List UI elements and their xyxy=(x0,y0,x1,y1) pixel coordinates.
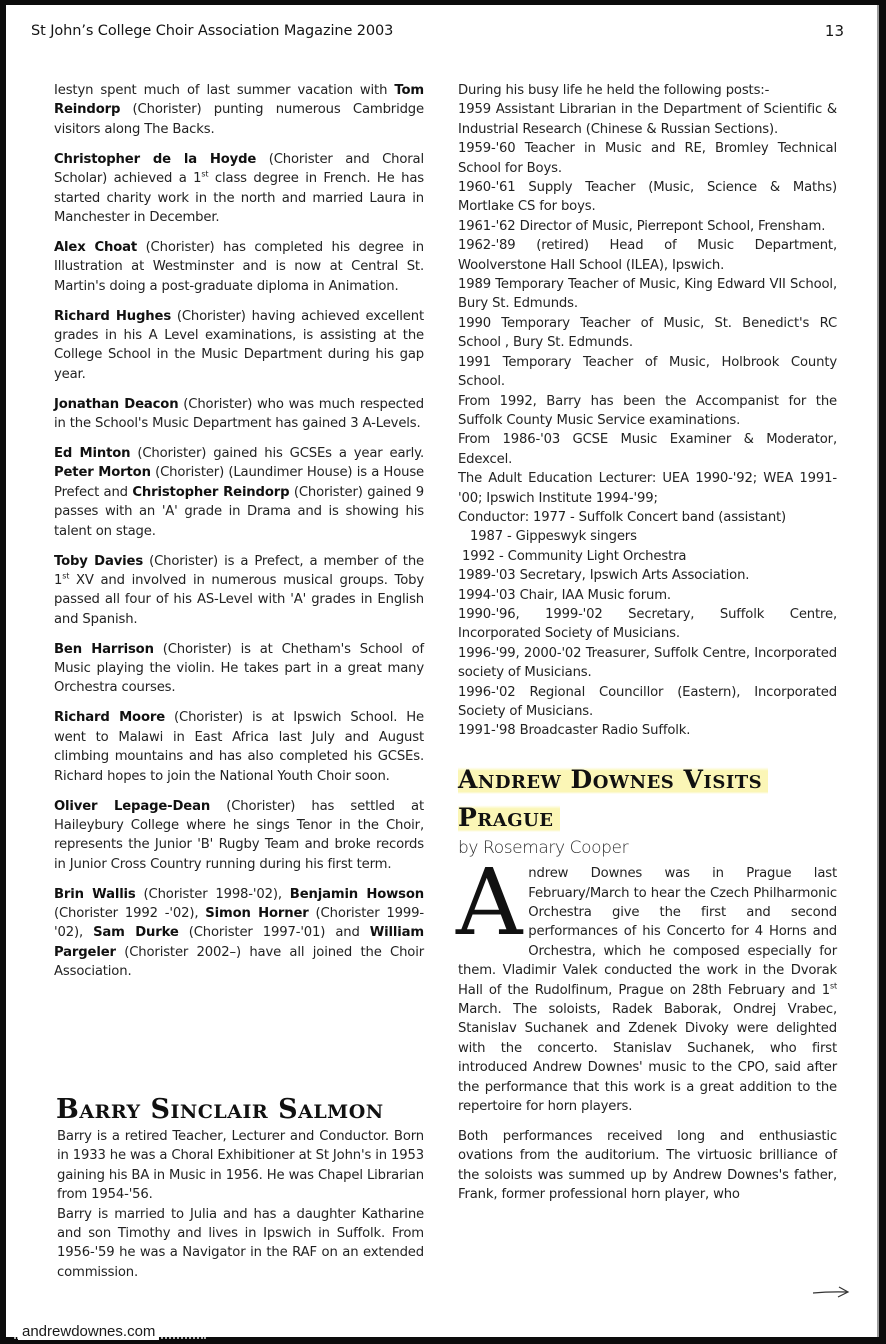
person-name: Alex Choat xyxy=(54,239,138,255)
news-item xyxy=(54,640,424,698)
news-item xyxy=(54,395,424,434)
person-name: Simon Horner xyxy=(205,906,309,922)
post-item: 1991-'98 Broadcaster Radio Suffolk. xyxy=(458,723,691,739)
person-name: Tom Reindorp xyxy=(54,83,424,118)
text-run: (Chorister) (Laundimer House) is a House Prefect and xyxy=(54,465,424,500)
text-run: (Chorister) who was much respected in the School's Music Department has gained 3 A-Levels. xyxy=(54,396,424,432)
posts-intro: During his busy life he held the following posts:- xyxy=(458,83,770,98)
running-head: St John’s College Choir Association Magazine 2003 xyxy=(31,23,394,39)
text-run: class degree in French. He has started charity work in the north and married Laura in Manchester in December. xyxy=(54,171,424,225)
posts-list xyxy=(458,81,837,741)
person-name: William Pargeler xyxy=(54,925,424,960)
text-run: (Chorister) punting numerous Cambridge visitors along The Backs. xyxy=(54,102,424,137)
bio-paragraph: Barry is a retired Teacher, Lecturer and Conductor. Born in 1933 he was a Choral Exhibitioner at St John's in 1953 gaining his BA in Music in 1956. He was Chapel Librarian from 1954-'56. xyxy=(57,1129,424,1203)
chorister-news-column xyxy=(54,81,424,992)
text-run: (Chorister 1999-'02), xyxy=(54,906,424,941)
news-item xyxy=(54,885,424,982)
post-item: 1961-'62 Director of Music, Pierrepont School, Frensham. xyxy=(458,218,826,234)
barry-salmon-bio xyxy=(57,1127,424,1282)
post-item: 1991 Temporary Teacher of Music, Holbrook County School. xyxy=(458,354,837,390)
article-paragraph xyxy=(456,849,837,1116)
text-run: Iestyn spent much of last summer vacation with xyxy=(54,83,395,98)
conductor-sub-item: 1992 - Community Light Orchestra xyxy=(462,548,687,564)
post-item: 1989 Temporary Teacher of Music, King Edward VII School, Bury St. Edmunds. xyxy=(458,277,837,312)
text-run: (Chorister 1997-'01) and xyxy=(178,925,370,941)
text-run: (Chorister) is at Ipswich School. He went to Malawi in East Africa last July and August climbing mountains and has also completed his GCSEs. Richard hopes to join the National Youth Choir soon. xyxy=(54,710,424,784)
bio-paragraph: Barry is married to Julia and has a daughter Katharine and son Timothy and lives in Ipswich in Suffolk. From 1956-'59 he was a Navigator in the RAF on an extended commission. xyxy=(57,1206,424,1280)
news-item xyxy=(54,307,424,385)
person-name: Peter Morton xyxy=(54,465,151,481)
post-item: 1994-'03 Chair, IAA Music forum. xyxy=(458,587,671,603)
post-item: 1959-'60 Teacher in Music and RE, Bromley Technical School for Boys. xyxy=(458,141,837,176)
barry-salmon-title: Barry Sinclair Salmon xyxy=(56,1094,384,1125)
text-run: March. The soloists, Radek Baborak, Ondrej Vrabec, Stanislav Suchanek and Zdenek Divoky were delighted with the concerto. Stanislav Suchanek, who first introduced Andrew Downes' music to the CPO, said after the performance that this work is a great addition to the repertoire for horn players. xyxy=(458,1002,837,1115)
text-run: (Chorister) gained 9 passes with an 'A' grade in Drama and is showing his talent on stage. xyxy=(54,484,424,539)
post-item: 1960-'61 Supply Teacher (Music, Science & Maths) Mortlake CS for boys. xyxy=(458,180,837,215)
text-run: (Chorister) gained his GCSEs a year early. xyxy=(130,446,424,461)
post-item: 1962-'89 (retired) Head of Music Department, Woolverstone Hall School (ILEA), Ipswich. xyxy=(458,238,837,273)
text-run: (Chorister 1998-'02), xyxy=(135,886,290,902)
posts-and-article-column xyxy=(458,81,837,1215)
text-run: (Chorister 1992 -'02), xyxy=(54,906,206,922)
person-name: Christopher de la Hoyde xyxy=(54,151,257,167)
conductor-sub-item: 1987 - Gippeswyk singers xyxy=(470,529,637,545)
ordinal-suffix: st xyxy=(62,571,70,581)
post-item: From 1986-'03 GCSE Music Examiner & Moderator, Edexcel. xyxy=(458,432,837,467)
text-run: (Chorister) is a Prefect, a member of the 1 xyxy=(54,553,424,588)
person-name: Benjamin Howson xyxy=(289,886,425,902)
person-name: Jonathan Deacon xyxy=(54,396,179,412)
post-item: 1990 Temporary Teacher of Music, St. Benedict's RC School , Bury St. Edmunds. xyxy=(458,315,837,351)
post-item: 1990-'96, 1999-'02 Secretary, Suffolk Centre, Incorporated Society of Musicians. xyxy=(458,606,837,642)
post-item: The Adult Education Lecturer: UEA 1990-'92; WEA 1991-'00; Ipswich Institute 1994-'99; xyxy=(458,471,837,506)
person-name: Richard Moore xyxy=(54,710,166,726)
person-name: Toby Davies xyxy=(54,553,144,569)
news-item xyxy=(54,81,424,139)
person-name: Oliver Lepage-Dean xyxy=(54,798,211,814)
news-item xyxy=(54,444,424,541)
person-name: Christopher Reindorp xyxy=(132,484,290,500)
person-name: Ben Harrison xyxy=(54,641,154,657)
post-item: 1996-'99, 2000-'02 Treasurer, Suffolk Centre, Incorporated society of Musicians. xyxy=(458,645,837,681)
text-run: (Chorister) having achieved excellent grades in his A Level examinations, is assisting at the College School in the Music Department during his gap year. xyxy=(54,308,424,382)
news-item xyxy=(54,150,424,228)
site-watermark: andrewdownes.com xyxy=(18,1323,159,1340)
person-name: Brin Wallis xyxy=(54,886,136,902)
ordinal-suffix: st xyxy=(201,169,209,179)
post-item: 1996-'02 Regional Councillor (Eastern), Incorporated Society of Musicians. xyxy=(458,684,837,719)
drop-cap: A xyxy=(456,849,523,957)
post-item: 1989-'03 Secretary, Ipswich Arts Association. xyxy=(458,568,750,584)
post-item: Conductor: 1977 - Suffolk Concert band (assistant) xyxy=(458,509,787,525)
text-run: (Chorister) has settled at Haileybury College where he sings Tenor in the Choir, represents the Junior 'B' Rugby Team and broke records in Junior Cross Country running during his first term. xyxy=(54,798,424,872)
text-run: (Chorister) has completed his degree in Illustration at Westminster and is now at Central St. Martin's doing a post-graduate diploma in Animation. xyxy=(54,239,424,294)
article-byline: by Rosemary Cooper xyxy=(458,837,629,858)
title-highlight: Prague xyxy=(458,803,560,832)
title-highlight: Andrew Downes Visits xyxy=(458,765,768,794)
person-name: Ed Minton xyxy=(54,446,131,461)
text-run: (Chorister) is at Chetham's School of Music playing the violin. He takes part in a great many Orchestra courses. xyxy=(54,641,424,696)
person-name: Richard Hughes xyxy=(54,308,172,324)
text-run: (Chorister 2002–) have all joined the Choir Association. xyxy=(54,944,424,980)
article-paragraph: Both performances received long and enthusiastic ovations from the auditorium. The virtuosic brilliance of the soloists was summed up by Andrew Downes's father, Frank, former professional horn player, who xyxy=(458,1129,837,1203)
page-number: 13 xyxy=(824,22,844,40)
post-item: From 1992, Barry has been the Accompanist for the Suffolk County Music Service examinations. xyxy=(458,393,837,428)
arrow-right-icon xyxy=(811,1285,851,1299)
text-run: ndrew Downes was in Prague last February/March to hear the Czech Philharmonic Orchestra give the first and second performances of his Concerto for 4 Horns and Orchestra, which he composed especially for them. Vladimir Valek conducted the work in the Dvorak Hall of the Rudolfinum, Prague on 28th February and 1 xyxy=(458,866,837,998)
prague-article-title xyxy=(458,761,837,837)
post-item: 1959 Assistant Librarian in the Department of Scientific & Industrial Research (Chinese & Russian Sections). xyxy=(458,102,837,137)
news-item xyxy=(54,552,424,630)
text-run: (Chorister and Choral Scholar) achieved a 1 xyxy=(54,151,424,187)
news-item xyxy=(54,708,424,786)
news-item xyxy=(54,797,424,875)
text-run: XV and involved in numerous musical groups. Toby passed all four of his AS-Level with 'A' grades in English and Spanish. xyxy=(54,572,424,627)
ordinal-suffix: st xyxy=(829,981,837,991)
person-name: Sam Durke xyxy=(93,925,179,941)
news-item xyxy=(54,238,424,296)
